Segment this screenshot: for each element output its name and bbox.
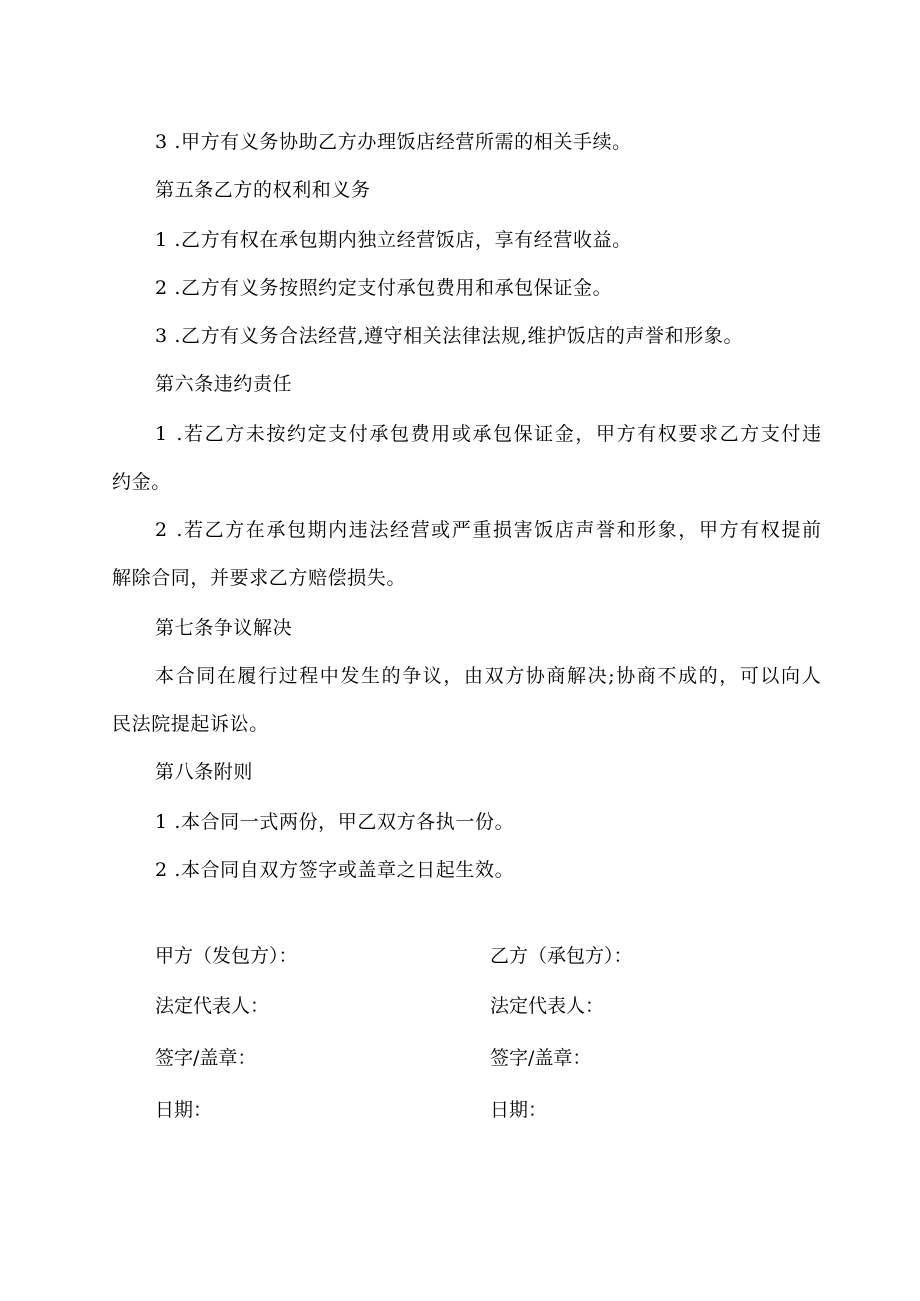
clause-6-item-2-line-2: 解除合同，并要求乙方赔偿损失。 — [112, 567, 407, 589]
clause-5-item-1: 1 .乙方有权在承包期内独立经营饭店，享有经营收益。 — [155, 229, 632, 251]
clause-6-item-1-line-1: 1 .若乙方未按约定支付承包费用或承包保证金，甲方有权要求乙方支付违 — [155, 423, 823, 445]
party-a-date-label: 日期： — [155, 1099, 213, 1121]
clause-8-heading: 第八条附则 — [155, 761, 254, 783]
clause-5-item-3: 3 .乙方有义务合法经营,遵守相关法律法规,维护饭店的声誉和形象。 — [155, 325, 744, 347]
clause-6-item-2-line-1: 2 .若乙方在承包期内违法经营或严重损害饭店声誉和形象，甲方有权提前 — [155, 519, 823, 541]
party-a-label: 甲方（发包方）： — [155, 945, 298, 967]
clause-6-item-1-line-2: 约金。 — [112, 471, 171, 493]
party-b-date-label: 日期： — [490, 1099, 548, 1121]
party-a-sign-seal-label: 签字/盖章： — [155, 1047, 257, 1069]
clause-4-item-3: 3 .甲方有义务协助乙方办理饭店经营所需的相关手续。 — [155, 131, 632, 153]
clause-5-heading: 第五条乙方的权利和义务 — [155, 179, 371, 201]
party-b-representative-label: 法定代表人： — [490, 995, 605, 1017]
clause-7-text-line-2: 民法院提起诉讼。 — [112, 713, 269, 735]
clause-8-item-2: 2 .本合同自双方签字或盖章之日起生效。 — [155, 859, 515, 881]
party-a-representative-label: 法定代表人： — [155, 995, 270, 1017]
party-b-label: 乙方（承包方）： — [490, 945, 633, 967]
clause-8-item-1: 1 .本合同一式两份，甲乙双方各执一份。 — [155, 811, 515, 833]
party-b-sign-seal-label: 签字/盖章： — [490, 1047, 592, 1069]
clause-7-heading: 第七条争议解决 — [155, 617, 293, 639]
clause-6-heading: 第六条违约责任 — [155, 373, 293, 395]
clause-5-item-2: 2 .乙方有义务按照约定支付承包费用和承包保证金。 — [155, 277, 613, 299]
clause-7-text-line-1: 本合同在履行过程中发生的争议，由双方协商解决;协商不成的，可以向人 — [155, 665, 823, 687]
